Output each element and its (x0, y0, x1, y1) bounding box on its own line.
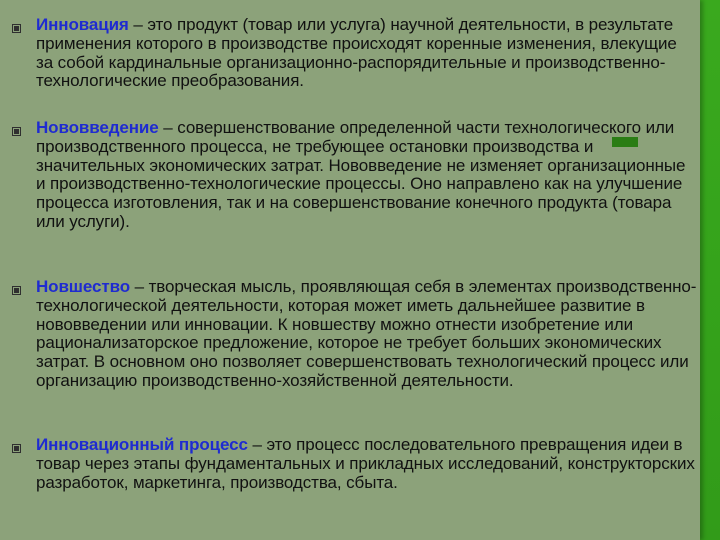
term-innovation-process: Инновационный процесс (36, 435, 248, 454)
definition-novelty: – совершенствование определенной части технологического или производственного процесса, не требующее остановки производства и значительных экономических затрат. Нововведение не изменяет организационные и производственно-технологические процессы. Оно направлено как на улучшение процесса изготовления, так и на совершенствование конечного продукта (товара или услуги). (36, 118, 686, 231)
square-bullet-icon (11, 443, 21, 453)
definition-newness: – творческая мысль, проявляющая себя в элементах производственно-технологической деятельности, которая может иметь дальнейшее развитие в нововведении или инновации. К новшеству можно отнести изобретение или рационализаторское предложение, которое не требует больших экономических затрат. В основном оно позволяет совершенствовать технологический процесс или организацию производственно-хозяйственной деятельности. (36, 277, 697, 390)
definition-innovation: – это продукт (товар или услуга) научной деятельности, в результате применения которого в производстве происходят коренные изменения, влекущие за собой кардинальные организационно-распорядительные и производственно-технологические преобразования. (36, 15, 677, 91)
definition-text (36, 16, 698, 91)
term-innovation: Инновация (36, 15, 129, 34)
square-bullet-icon (11, 285, 21, 295)
definition-innovation-process: – это процесс последовательного превращения идеи в товар через этапы фундаментальных и прикладных исследований, конструкторских разработок, маркетинга, производства, сбыта. (36, 435, 695, 492)
definition-text (36, 278, 698, 391)
definition-text (36, 436, 698, 492)
square-bullet-icon (11, 23, 21, 33)
term-novelty: Нововведение (36, 118, 159, 137)
square-bullet-icon (11, 126, 21, 136)
term-newness: Новшество (36, 277, 131, 296)
definition-text (36, 119, 698, 232)
